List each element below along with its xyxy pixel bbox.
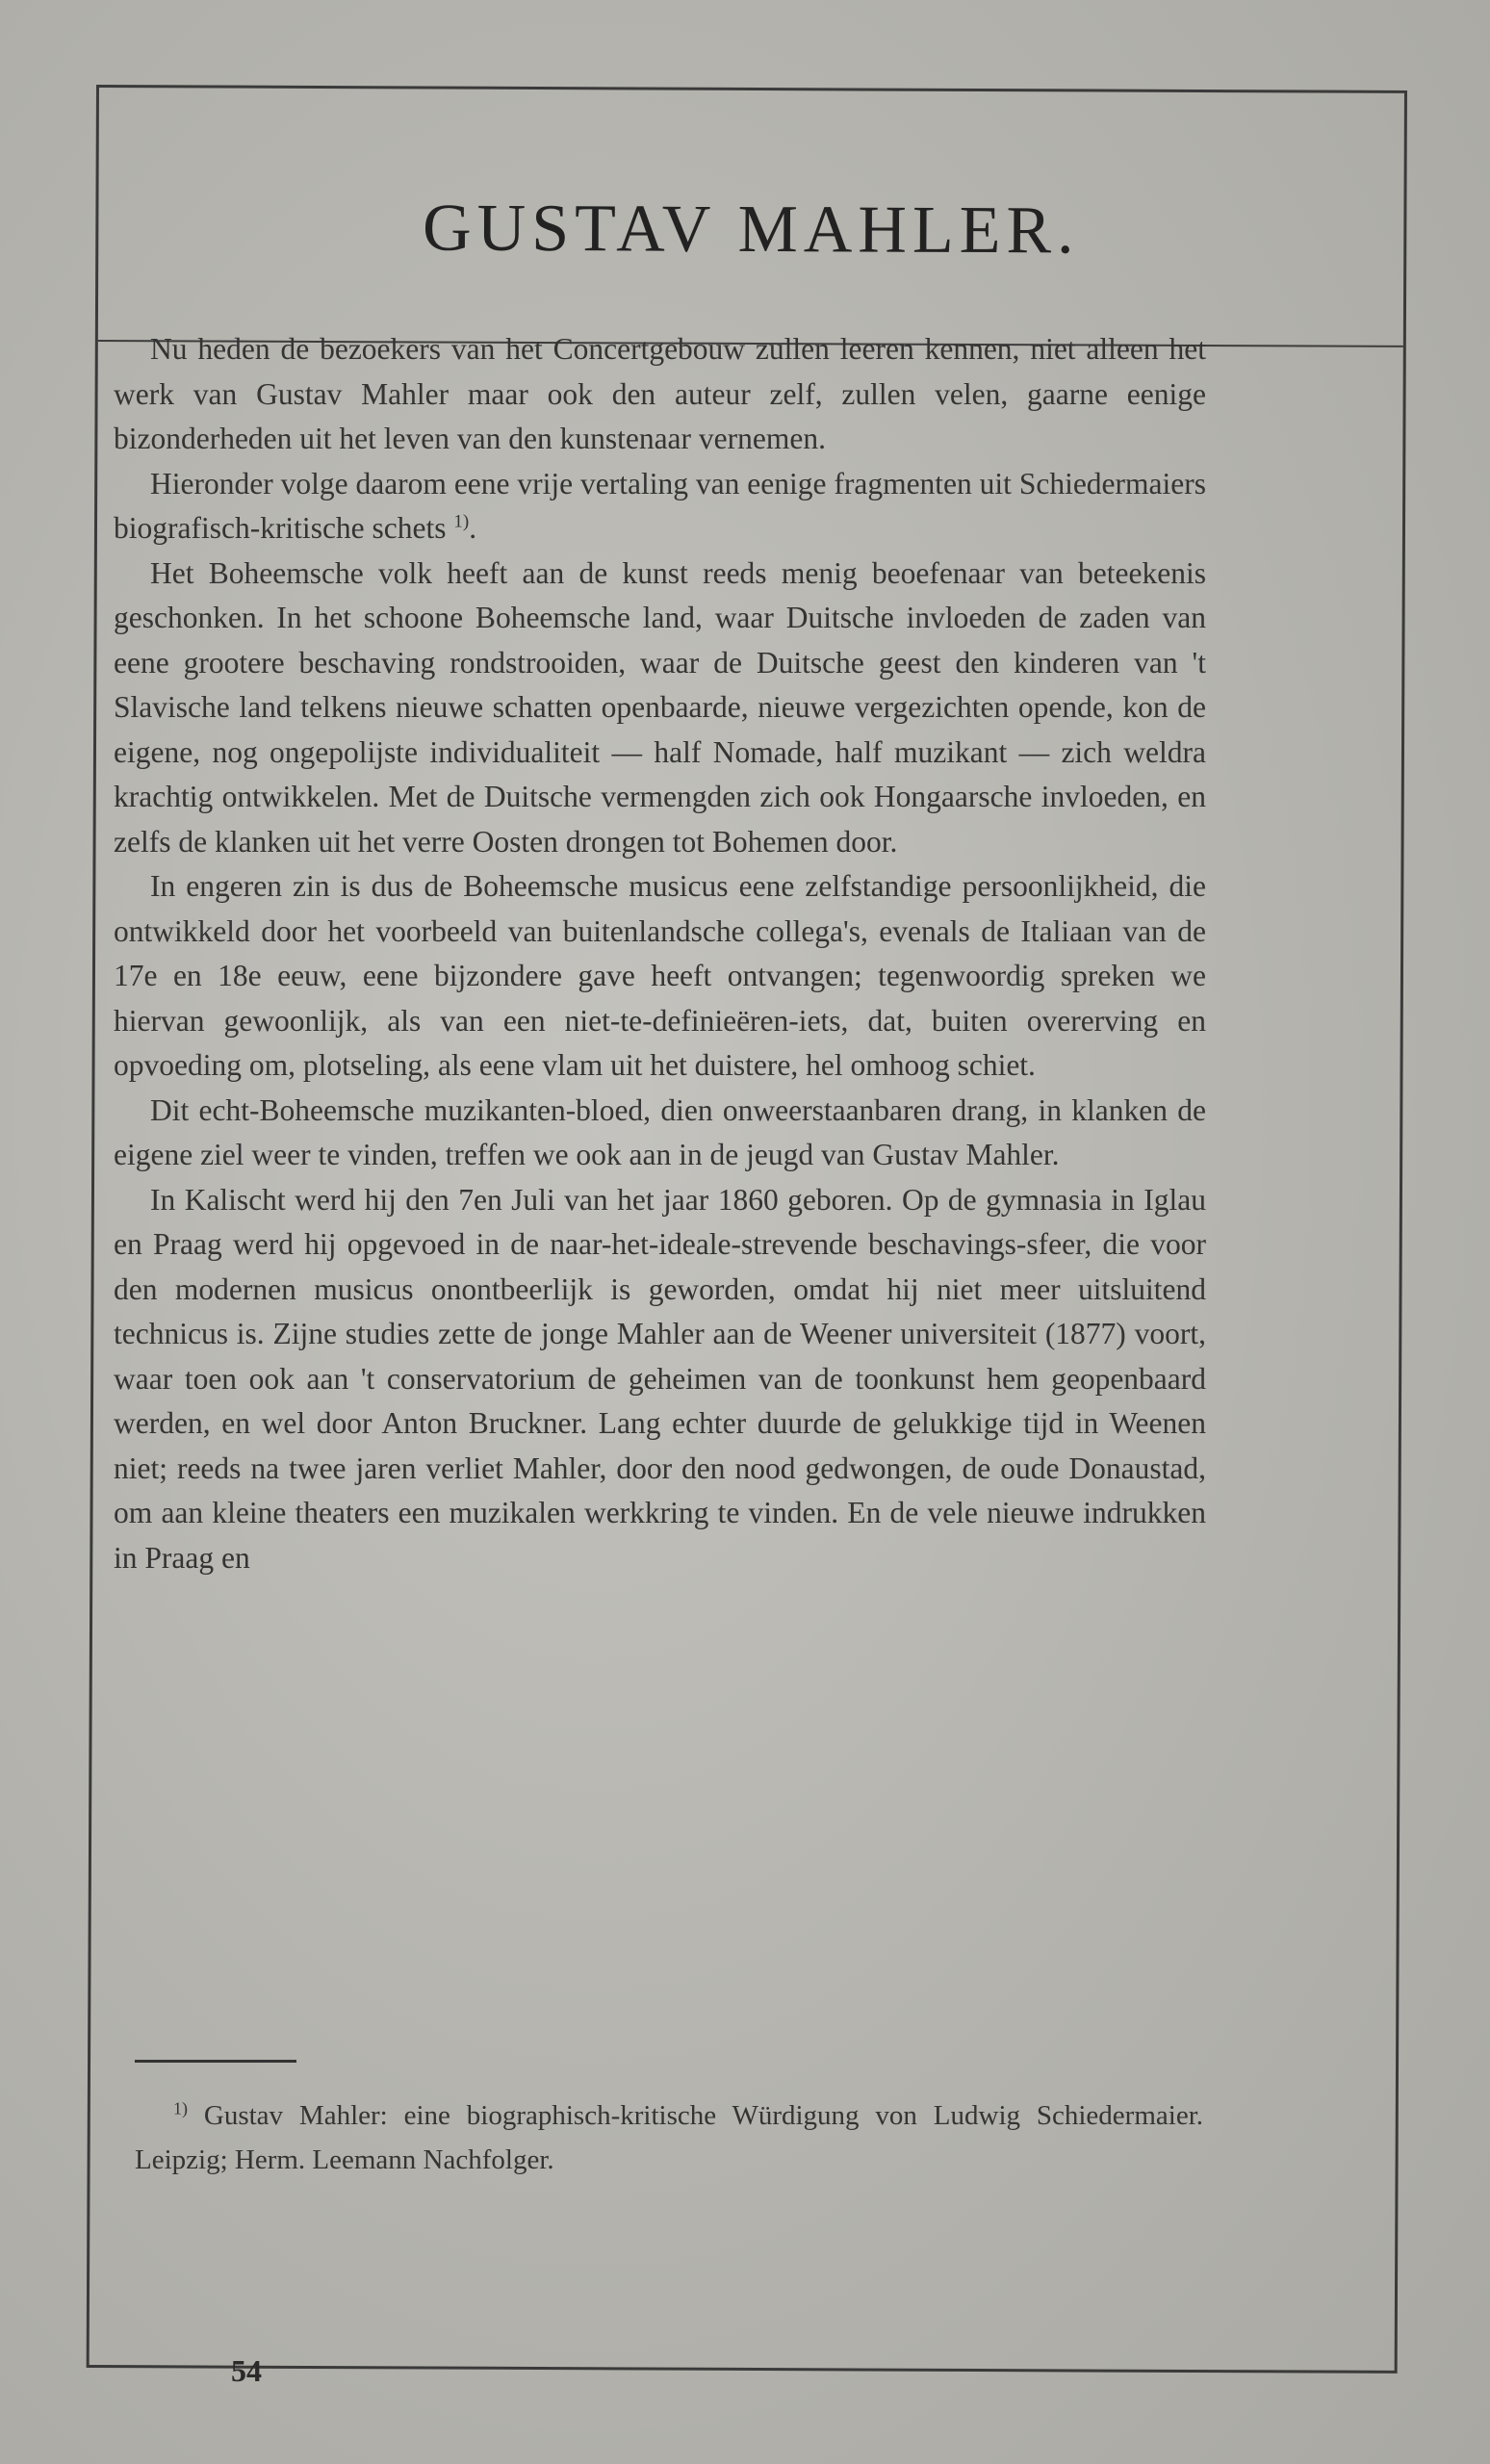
footnote-text: Gustav Mahler: eine biographisch-kritische Würdigung von Ludwig Schiedermaier. Leipzig; Herm. Leemann Nachfolger. [135, 2100, 1204, 2175]
paragraph-5: Dit echt-Boheemsche muzikanten-bloed, dien onweerstaanbaren drang, in klanken de eigene ziel weer te vinden, treffen we ook aan in de jeugd van Gustav Mahler. [114, 1092, 1206, 1171]
page-title: GUSTAV MAHLER. [422, 191, 1080, 269]
title-header [98, 88, 1404, 347]
page-number: 54 [231, 2353, 262, 2388]
paragraph-2-text: Hieronder volge daarom eene vrije vertaling van eenige fragmenten uit Schiedermaiers biografisch-kritische schets [114, 466, 1206, 545]
paragraph-2-end: . [469, 511, 477, 545]
footnote-reference: 1) [453, 511, 470, 532]
footnote [135, 2093, 1203, 2182]
paragraph-6: In Kalischt werd hij den 7en Juli van het jaar 1860 geboren. Op de gymnasia in Iglau en Praag werd hij opgevoed in de naar-het-ideale-strevende beschavings-sfeer, die voor den modernen musicus onontbeerlijk is geworden, omdat hij niet meer uitsluitend technicus is. Zijne studies zette de jonge Mahler aan de Weener universiteit (1877) voort, waar toen ook aan 't conservatorium de geheimen van de toonkunst hem geopenbaard werden, en wel door Anton Bruckner. Lang echter duurde de gelukkige tijd in Weenen niet; reeds na twee jaren verliet Mahler, door den nood gedwongen, de oude Donaustad, om aan kleine theaters een muzikalen werkkring te vinden. En de vele nieuwe indrukken in Praag en [114, 1182, 1206, 1575]
article-body [114, 327, 1206, 1580]
footnote-marker: 1) [173, 2098, 188, 2118]
paragraph-2 [114, 462, 1206, 552]
footnote-divider [135, 2060, 296, 2063]
paragraph-3: Het Boheemsche volk heeft aan de kunst reeds menig beoefenaar van beteekenis geschonken. In het schoone Boheemsche land, waar Duitsche invloeden de zaden van eene grootere beschaving rondstrooiden, waar de Duitsche geest den kinderen van 't Slavische land telkens nieuwe schatten openbaarde, nieuwe vergezichten opende, kon de eigene, nog ongepolijste individualiteit — half Nomade, half muzikant — zich weldra krachtig ontwikkelen. Met de Duitsche vermengden zich ook Hongaarsche invloeden, en zelfs de klanken uit het verre Oosten drongen tot Bohemen door. [114, 555, 1206, 859]
paragraph-4: In engeren zin is dus de Boheemsche musicus eene zelfstandige persoonlijkheid, die ontwikkeld door het voorbeeld van buitenlandsche collega's, evenals de Italiaan van de 17e en 18e eeuw, eene bijzondere gave heeft ontvangen; tegenwoordig spreken we hiervan gewoonlijk, als van een niet-te-definieëren-iets, dat, buiten overerving en opvoeding om, plotseling, als eene vlam uit het duistere, hel omhoog schiet. [114, 869, 1206, 1082]
paragraph-1: Nu heden de bezoekers van het Concertgebouw zullen leeren kennen, niet alleen het werk van Gustav Mahler maar ook den auteur zelf, zullen velen, gaarne eenige bizonderheden uit het leven van den kunstenaar vernemen. [114, 332, 1206, 455]
